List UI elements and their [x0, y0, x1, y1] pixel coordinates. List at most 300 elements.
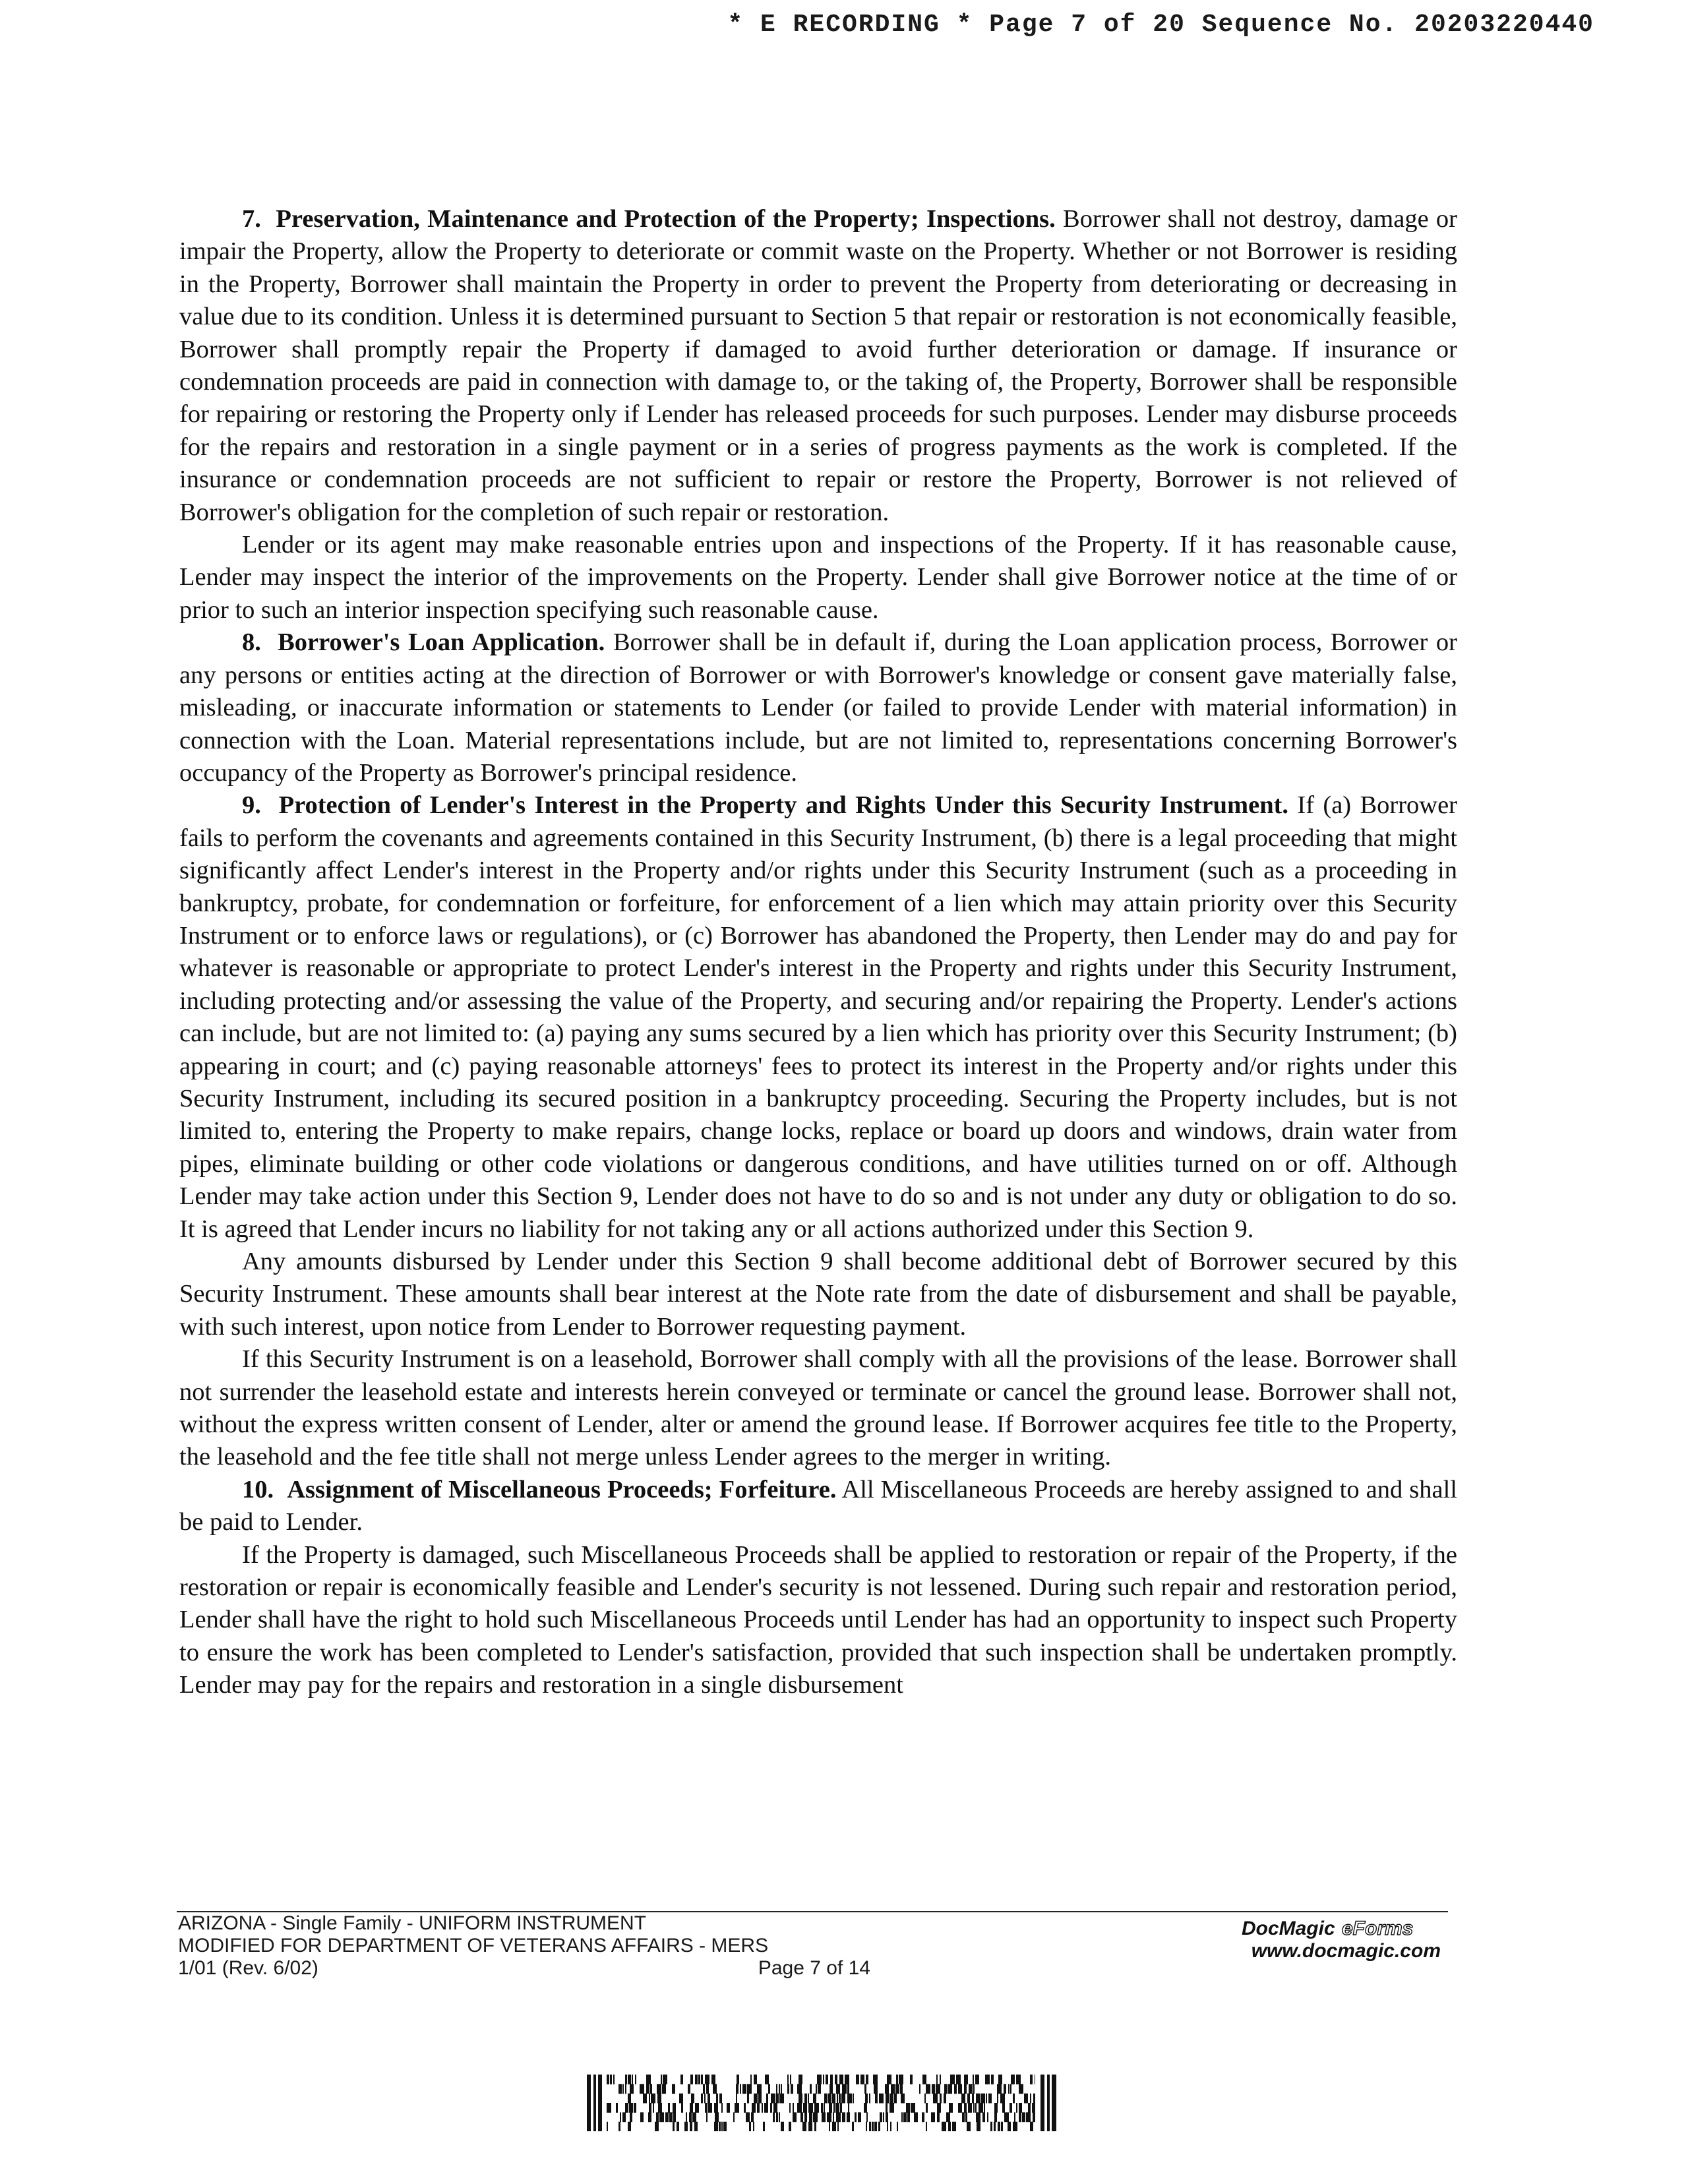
barcode-module — [894, 2094, 897, 2104]
section-9-title: Protection of Lender's Interest in the Property and Rights Under this Security Instrument. — [278, 791, 1289, 820]
barcode-module — [1000, 2094, 1005, 2104]
barcode-module — [799, 2075, 802, 2084]
barcode-module — [735, 2103, 739, 2113]
barcode-module — [692, 2112, 696, 2122]
barcode-module — [936, 2084, 940, 2094]
barcode-module — [808, 2094, 809, 2104]
barcode-module — [1016, 2075, 1021, 2084]
barcode-module — [802, 2122, 806, 2131]
barcode-module — [616, 2103, 618, 2113]
barcode-module — [1011, 2075, 1015, 2084]
barcode-module — [640, 2084, 644, 2094]
barcode-module — [977, 2122, 980, 2131]
barcode-module — [797, 2103, 802, 2113]
barcode-module — [975, 2075, 979, 2084]
barcode-module — [607, 2075, 609, 2084]
barcode-module — [773, 2103, 777, 2113]
barcode-module — [799, 2094, 802, 2104]
barcode-module — [998, 2122, 1000, 2131]
barcode-module — [809, 2112, 812, 2122]
barcode-module — [961, 2094, 965, 2104]
page-number: Page 7 of 14 — [758, 1957, 870, 1979]
barcode-module — [814, 2122, 816, 2131]
section-10-title: Assignment of Miscellaneous Proceeds; Forfeiture. — [287, 1475, 837, 1503]
barcode-module — [979, 2103, 983, 2113]
barcode-module — [630, 2084, 634, 2094]
footer-line-2: MODIFIED FOR DEPARTMENT OF VETERANS AFFAIRS - MERS — [178, 1935, 769, 1957]
barcode-module — [901, 2094, 905, 2104]
barcode-module — [896, 2075, 898, 2084]
barcode-module — [776, 2084, 777, 2094]
barcode-module — [823, 2075, 824, 2084]
barcode-module — [711, 2075, 715, 2084]
barcode-module — [779, 2112, 780, 2122]
barcode-module — [940, 2094, 942, 2104]
barcode-module — [829, 2122, 830, 2131]
section-8-text: Borrower shall be in default if, during the Loan application process, Borrower or any persons or entities acting at the direction of Borrower or with Borrower's knowledge or consent gave materially false, misleading, or inaccurate information or statements to Lender (or failed to provide Lender with material information) in connection with the Loan. Material representations include, but are not limited to, representations concerning Borrower's occupancy of the Property as Borrower's principal residence. — [179, 628, 1458, 787]
barcode-module — [895, 2084, 899, 2094]
barcode-module — [975, 2103, 977, 2113]
barcode-module — [622, 2112, 626, 2122]
barcode-module — [742, 2084, 746, 2094]
barcode-module — [829, 2103, 832, 2113]
barcode-module — [691, 2094, 694, 2104]
barcode-module — [886, 2112, 888, 2122]
barcode-module — [872, 2122, 874, 2131]
barcode-module — [814, 2103, 819, 2113]
barcode-module — [634, 2103, 636, 2113]
barcode-module — [781, 2084, 782, 2094]
barcode-module — [991, 2075, 994, 2084]
barcode-module — [824, 2094, 828, 2104]
barcode-module — [835, 2103, 839, 2113]
barcode-module — [924, 2094, 926, 2104]
barcode-module — [625, 2075, 627, 2084]
barcode-module — [984, 2103, 985, 2113]
barcode-module — [816, 2084, 817, 2094]
barcode-module — [926, 2122, 927, 2131]
barcode-module — [822, 2112, 826, 2122]
barcode-module — [965, 2112, 967, 2122]
barcode-module — [887, 2122, 888, 2131]
barcode-module — [673, 2112, 676, 2122]
barcode-module — [833, 2103, 835, 2113]
barcode-module — [883, 2112, 884, 2122]
barcode-module — [808, 2103, 813, 2113]
section-10-paragraph: If the Property is damaged, such Miscellaneous Proceeds shall be applied to restoration or repair of the Property, if the restoration or repair is economically feasible and Lender's security is not lessened. During such repair and restoration period, Lender shall have the right to hold such Miscellaneous Proceeds until Lender has had an opportunity to inspect such Property to ensure the work has been completed to Lender's satisfaction, provided that such inspection shall be undertaken promptly. Lender may pay for the repairs and restoration in a single disbursement — [179, 1540, 1457, 1699]
barcode-module — [771, 2094, 775, 2104]
barcode-module — [793, 2112, 797, 2122]
barcode-icon — [587, 2075, 1056, 2131]
barcode-module — [826, 2075, 828, 2084]
barcode-module — [964, 2084, 967, 2094]
barcode-module — [817, 2075, 822, 2084]
barcode-module — [866, 2122, 867, 2131]
barcode-module — [688, 2084, 690, 2094]
barcode-module — [704, 2094, 706, 2104]
barcode-module — [982, 2112, 985, 2122]
barcode-module — [1002, 2103, 1005, 2113]
barcode-module — [950, 2075, 955, 2084]
section-9-text: If (a) Borrower fails to perform the covenants and agreements contained in this Security Instrument, (b) there is a legal proceeding that might significantly affect Lender's interest in the Property and/or rights under this Security Instrument (such as a proceeding in bankruptcy, probate, for condemnation or forfeiture, for enforcement of a lien which may attain priority over this Security Instrument or to enforce laws or regulations), or (c) Borrower has abandoned the Property, then Lender may do and pay for whatever is reasonable or appropriate to protect Lender's interest in the Property and rights under this Security Instrument, including protecting and/or assessing the value of the Property, and securing and/or repairing the Property. Lender's actions can include, but are not limited to: (a) paying any sums secured by a lien which has priority over this Security Instrument; (b) appearing in court; and (c) paying reasonable attorneys' fees to protect its interest in the Property and/or rights under this Security Instrument, including its secured position in a bankruptcy proceeding. Securing the Property includes, but is not limited to, entering the Property to make repairs, change locks, replace or board up doors and windows, drain water from pipes, eliminate building or other code violations or dangerous conditions, and have utilities turned on or off. Although Lender may take action under this Section 9, Lender does not have to do so and is not under any duty or obligation to do so. It is agreed that Lender incurs no liability for not taking any or all actions authorized under this Section 9. — [179, 791, 1458, 1243]
barcode-module — [994, 2112, 997, 2122]
barcode-module — [864, 2084, 866, 2094]
barcode-module — [948, 2122, 951, 2131]
barcode-module — [773, 2112, 775, 2122]
barcode-module — [762, 2103, 763, 2113]
barcode-module — [830, 2075, 833, 2084]
section-7-title: Preservation, Maintenance and Protection of the Property; Inspections. — [276, 205, 1056, 233]
barcode-module — [969, 2084, 973, 2094]
barcode-module — [847, 2084, 849, 2094]
barcode-module — [770, 2103, 772, 2113]
barcode-module — [944, 2094, 946, 2104]
barcode-module — [813, 2112, 818, 2122]
barcode-module — [625, 2084, 626, 2094]
barcode-module — [689, 2112, 692, 2122]
barcode-module — [942, 2122, 946, 2131]
barcode-module — [695, 2075, 698, 2084]
barcode-module — [864, 2103, 867, 2113]
barcode-module — [988, 2094, 992, 2104]
barcode-module — [874, 2084, 878, 2094]
barcode-module — [646, 2084, 649, 2094]
section-7-text: Borrower shall not destroy, damage or impair the Property, allow the Property to deteriorate or commit waste on the Property. Whether or not Borrower is residing in the Property, Borrower shall maintain the Property in order to prevent the Property from deteriorating or decreasing in value due to its condition. Unless it is determined pursuant to Section 5 that repair or restoration is not economically feasible, Borrower shall promptly repair the Property if damaged to avoid further deterioration or damage. If insurance or condemnation proceeds are paid in connection with damage to, or the taking of, the Property, Borrower shall be responsible for repairing or restoring the Property only if Lender has released proceeds for such purposes. Lender may disburse proceeds for the repairs and restoration in a single payment or in a series of progress payments as the work is completed. If the insurance or condemnation proceeds are not sufficient to repair or restore the Property, Borrower is not relieved of Borrower's obligation for the completion of such repair or restoration. — [179, 205, 1458, 526]
barcode-module — [1022, 2112, 1025, 2122]
barcode-module — [972, 2094, 974, 2104]
barcode-module — [810, 2084, 812, 2094]
section-7-number: 7. — [242, 205, 261, 233]
barcode-module — [719, 2094, 722, 2104]
barcode-module — [887, 2075, 891, 2084]
section-10-number: 10. — [242, 1475, 274, 1503]
barcode-module — [981, 2094, 985, 2104]
barcode-module — [754, 2094, 758, 2104]
barcode-module — [625, 2103, 628, 2113]
eforms-logo-text: eForms — [1342, 1918, 1414, 1938]
barcode-module — [757, 2103, 760, 2113]
barcode-module — [899, 2075, 903, 2084]
barcode-module — [952, 2122, 956, 2131]
barcode-module — [686, 2112, 687, 2122]
barcode-module — [763, 2122, 765, 2131]
barcode-module — [668, 2103, 670, 2113]
barcode-module — [973, 2084, 975, 2094]
barcode-module — [793, 2103, 794, 2113]
form-revision: 1/01 (Rev. 6/02) — [178, 1957, 318, 1979]
barcode-module — [919, 2084, 920, 2094]
barcode-module — [973, 2103, 975, 2113]
barcode-module — [781, 2122, 784, 2131]
section-10-text: All Miscellaneous Proceeds are hereby assigned to and shall be paid to Lender. — [179, 1475, 1458, 1536]
barcode-module — [839, 2094, 841, 2104]
barcode-module — [901, 2112, 903, 2122]
barcode-module — [705, 2103, 708, 2113]
barcode-module — [751, 2112, 754, 2122]
barcode-module — [779, 2084, 780, 2094]
barcode-module — [852, 2122, 854, 2131]
barcode-module — [949, 2103, 953, 2113]
barcode-module — [673, 2122, 675, 2131]
barcode-module — [962, 2112, 965, 2122]
barcode-module — [847, 2094, 852, 2104]
barcode-module — [835, 2075, 837, 2084]
barcode-module — [836, 2084, 840, 2094]
barcode-module — [1026, 2112, 1031, 2122]
section-7-paragraph: Lender or its agent may make reasonable entries upon and inspections of the Property. If it has reasonable cause, Lender may inspect the interior of the improvements on the Property. Lender shall give Borrower notice at the time of or prior to such an interior inspection specifying such reasonable cause. — [179, 531, 1457, 624]
barcode-module — [787, 2084, 789, 2094]
barcode-module — [789, 2122, 791, 2131]
barcode-module — [821, 2103, 823, 2113]
barcode-module — [833, 2112, 834, 2122]
barcode-bar — [587, 2075, 591, 2131]
recording-stamp: * E RECORDING * Page 7 of 20 Sequence No. 20203220440 — [727, 11, 1594, 39]
barcode-module — [976, 2112, 980, 2122]
barcode-module — [836, 2112, 841, 2122]
barcode-module — [813, 2094, 816, 2104]
barcode-module — [832, 2122, 836, 2131]
barcode-module — [890, 2122, 891, 2131]
barcode-module — [1001, 2122, 1003, 2131]
barcode-module — [926, 2084, 930, 2094]
barcode-module — [764, 2103, 768, 2113]
barcode-module — [721, 2103, 723, 2113]
barcode-module — [832, 2094, 835, 2104]
barcode-module — [800, 2112, 803, 2122]
barcode-module — [954, 2084, 957, 2094]
barcode-module — [635, 2075, 636, 2084]
barcode-module — [797, 2084, 802, 2094]
barcode-module — [910, 2075, 913, 2084]
barcode-module — [684, 2122, 688, 2131]
barcode-module — [672, 2084, 675, 2094]
barcode-module — [622, 2084, 624, 2094]
barcode-module — [701, 2094, 703, 2104]
barcode-module — [824, 2103, 825, 2113]
barcode-module — [690, 2075, 693, 2084]
barcode-module — [653, 2103, 654, 2113]
barcode-module — [690, 2122, 692, 2131]
barcode-module — [931, 2112, 935, 2122]
barcode-module — [607, 2103, 611, 2113]
barcode-module — [765, 2075, 769, 2084]
barcode-module — [855, 2112, 857, 2122]
barcode-module — [665, 2112, 669, 2122]
section-9 — [179, 789, 1457, 1246]
barcode-module — [869, 2122, 871, 2131]
barcode-module — [701, 2075, 703, 2084]
barcode-module — [747, 2094, 749, 2104]
barcode-module — [879, 2094, 884, 2104]
barcode-module — [648, 2112, 651, 2122]
barcode-module — [998, 2075, 1002, 2084]
barcode-module — [757, 2084, 762, 2094]
barcode-module — [1030, 2075, 1033, 2084]
barcode-module — [886, 2094, 889, 2104]
barcode-module — [985, 2075, 990, 2084]
barcode-module — [936, 2075, 938, 2084]
barcode-module — [669, 2112, 673, 2122]
barcode-module — [940, 2075, 941, 2084]
barcode-module — [1024, 2094, 1028, 2104]
barcode-module — [690, 2103, 693, 2113]
barcode-module — [1008, 2084, 1010, 2094]
barcode-module — [827, 2112, 831, 2122]
barcode-module — [758, 2094, 762, 2104]
barcode-module — [628, 2094, 631, 2104]
barcode-module — [873, 2075, 878, 2084]
barcode-module — [997, 2084, 1002, 2094]
brand-name: DocMagic — [1241, 1918, 1335, 1939]
brand-line — [1242, 1918, 1441, 1940]
barcode-module — [866, 2075, 868, 2084]
barcode-module — [680, 2075, 683, 2084]
barcode-bar — [1052, 2075, 1056, 2131]
barcode-module — [889, 2103, 894, 2113]
barcode-bar — [598, 2075, 602, 2131]
barcode-module — [1019, 2103, 1022, 2113]
barcode-module — [890, 2094, 893, 2104]
barcode-module — [766, 2094, 768, 2104]
barcode-module — [694, 2122, 698, 2131]
barcode-module — [994, 2103, 998, 2113]
barcode-module — [632, 2075, 633, 2084]
barcode-module — [646, 2075, 651, 2084]
barcode-module — [853, 2094, 854, 2104]
section-8-number: 8. — [242, 628, 261, 657]
barcode-module — [865, 2094, 868, 2104]
barcode-bar — [1047, 2075, 1050, 2131]
barcode-module — [733, 2112, 735, 2122]
barcode-module — [716, 2094, 718, 2104]
barcode-module — [937, 2112, 940, 2122]
barcode-module — [967, 2122, 971, 2131]
document-body — [179, 203, 1457, 1702]
barcode-module — [818, 2084, 821, 2094]
barcode-module — [1010, 2084, 1011, 2094]
barcode-module — [1030, 2122, 1033, 2131]
barcode-module — [719, 2122, 721, 2131]
barcode-module — [655, 2122, 659, 2131]
barcode-module — [964, 2075, 968, 2084]
barcode-module — [956, 2075, 961, 2084]
barcode-module — [1019, 2084, 1023, 2094]
barcode-module — [752, 2103, 756, 2113]
barcode-module — [885, 2084, 889, 2094]
barcode-module — [958, 2084, 962, 2094]
barcode-module — [842, 2084, 847, 2094]
barcode-module — [643, 2094, 647, 2104]
barcode-module — [607, 2122, 608, 2131]
section-9-paragraph: Any amounts disbursed by Lender under this Section 9 shall become additional debt of Borrower secured by this Security Instrument. These amounts shall bear interest at the Note rate from the date of disbursement and shall be payable, with such interest, upon notice from Lender to Borrower requesting payment. — [179, 1248, 1457, 1341]
barcode-bar — [1040, 2075, 1044, 2131]
barcode-module — [610, 2075, 612, 2084]
footer-form-info — [178, 1912, 870, 1980]
barcode-module — [973, 2075, 974, 2084]
footer-line-1: ARIZONA - Single Family - UNIFORM INSTRUMENT — [178, 1912, 647, 1934]
barcode-module — [776, 2112, 778, 2122]
section-9-number: 9. — [242, 791, 261, 820]
barcode-module — [628, 2122, 631, 2131]
barcode-module — [736, 2094, 737, 2104]
barcode-module — [803, 2103, 807, 2113]
barcode-module — [968, 2103, 972, 2113]
barcode-module — [1033, 2112, 1035, 2122]
barcode-module — [628, 2075, 631, 2084]
barcode-module — [779, 2094, 784, 2104]
barcode-module — [740, 2084, 741, 2094]
barcode-module — [651, 2094, 655, 2104]
barcode-module — [860, 2075, 864, 2084]
barcode-module — [747, 2084, 752, 2094]
barcode-module — [613, 2075, 615, 2084]
barcode-module — [1013, 2122, 1017, 2131]
barcode-module — [976, 2094, 980, 2104]
barcode-module — [946, 2112, 950, 2122]
barcode-module — [933, 2094, 938, 2104]
barcode-module — [714, 2103, 718, 2113]
section-7 — [179, 203, 1457, 529]
barcode-module — [753, 2122, 754, 2131]
barcode-module — [744, 2103, 746, 2113]
barcode-module — [791, 2084, 793, 2094]
barcode-module — [776, 2094, 779, 2104]
barcode-module — [1013, 2094, 1015, 2104]
eforms-logo-icon — [1341, 1918, 1441, 1938]
barcode-module — [856, 2075, 859, 2084]
barcode-module — [1028, 2103, 1031, 2113]
barcode-module — [754, 2075, 757, 2084]
barcode-module — [681, 2103, 683, 2113]
barcode-module — [837, 2094, 838, 2104]
barcode-module — [840, 2103, 842, 2113]
barcode-module — [987, 2112, 988, 2122]
barcode-module — [880, 2112, 882, 2122]
barcode-module — [958, 2103, 962, 2113]
barcode-module — [1008, 2122, 1011, 2131]
barcode-module — [727, 2103, 730, 2113]
barcode-module — [721, 2122, 723, 2131]
barcode-module — [787, 2075, 789, 2084]
barcode-module — [948, 2084, 952, 2094]
barcode-module — [746, 2112, 750, 2122]
barcode-module — [656, 2112, 659, 2122]
barcode-module — [842, 2112, 845, 2122]
barcode-module — [845, 2075, 849, 2084]
barcode-module — [804, 2094, 807, 2104]
barcode-module — [841, 2094, 845, 2104]
barcode-module — [932, 2084, 935, 2094]
barcode-module — [906, 2103, 910, 2113]
barcode-module — [858, 2112, 861, 2122]
barcode-module — [673, 2103, 676, 2113]
barcode-module — [661, 2075, 662, 2084]
section-8-title: Borrower's Loan Application. — [278, 628, 605, 657]
barcode-module — [657, 2084, 661, 2094]
barcode-module — [1033, 2094, 1035, 2104]
docmagic-brand — [1242, 1918, 1441, 1962]
barcode-module — [708, 2103, 712, 2113]
barcode-module — [990, 2122, 992, 2131]
barcode-module — [750, 2075, 752, 2084]
barcode-module — [703, 2084, 705, 2094]
barcode-module — [829, 2084, 833, 2094]
barcode-module — [997, 2094, 998, 2104]
barcode-module — [937, 2103, 941, 2113]
barcode-module — [911, 2103, 915, 2113]
barcode-module — [808, 2122, 812, 2131]
barcode-module — [649, 2094, 650, 2104]
